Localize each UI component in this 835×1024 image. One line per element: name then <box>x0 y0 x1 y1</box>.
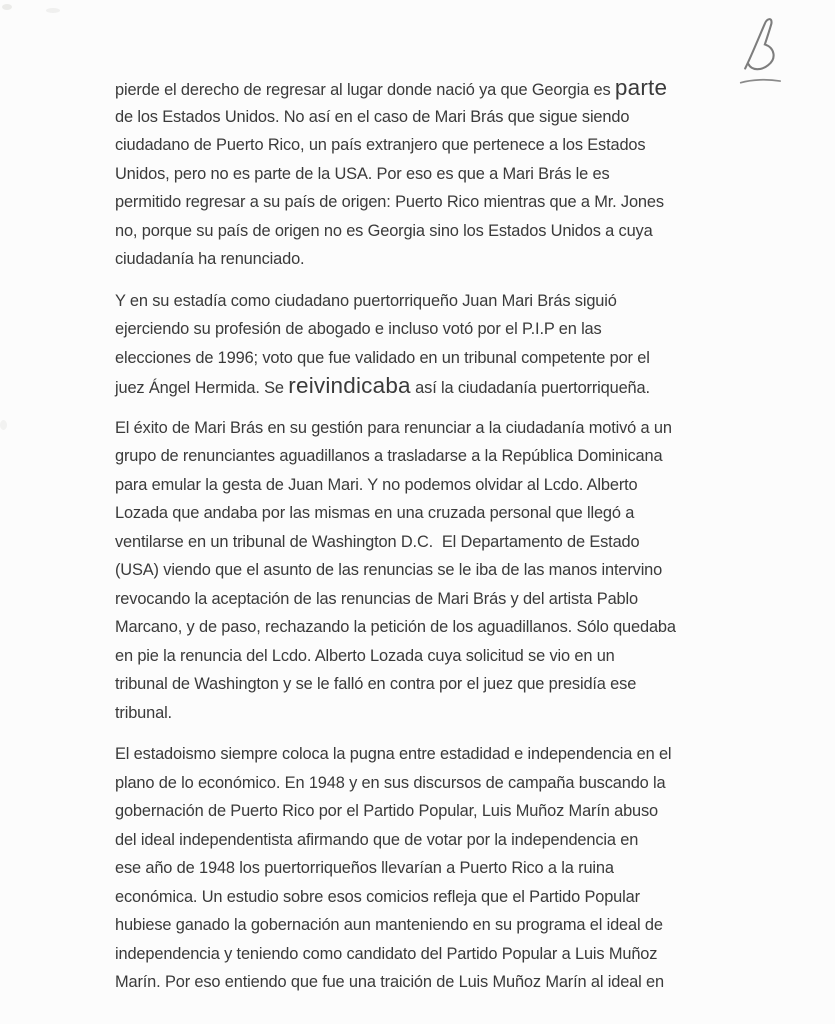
emphasized-word: parte <box>614 75 668 100</box>
text-line <box>115 797 727 826</box>
text-segment: Marín. Por eso entiendo que fue una traición de Luis Muñoz Marín al ideal en <box>115 973 664 991</box>
text-line <box>115 528 727 557</box>
text-segment: económica. Un estudio sobre esos comicios refleja que el Partido Popular <box>115 887 640 906</box>
text-line <box>115 414 727 443</box>
text-segment: grupo de renunciantes aguadillanos a trasladarse a la República Dominicana <box>115 447 663 465</box>
text-segment: no, porque su país de origen no es Georgia sino los Estados Unidos a cuya <box>115 221 653 240</box>
text-line <box>115 585 727 614</box>
pen-stroke-underline <box>741 80 780 83</box>
text-segment: ventilarse en un tribunal de Washington D.C. El Departamento de Estado <box>115 532 640 551</box>
text-segment: Y en su estadía como ciudadano puertorriqueño Juan Mari Brás siguió <box>115 291 617 310</box>
text-line <box>115 883 727 912</box>
text-line <box>115 854 727 883</box>
paragraph-4 <box>115 740 727 997</box>
text-line <box>115 769 727 798</box>
document-body <box>115 74 727 1010</box>
text-segment: gobernación de Puerto Rico por el Partido Popular, Luis Muñoz Marín abuso <box>115 802 659 820</box>
text-segment: hubiese ganado la gobernación aun manteniendo en su programa el ideal de <box>115 916 663 934</box>
text-line <box>115 188 727 217</box>
text-segment: permitido regresar a su país de origen: Puerto Rico mientras que a Mr. Jones <box>115 193 664 211</box>
text-segment: ciudadano de Puerto Rico, un país extranjero que pertenece a los Estados <box>115 136 646 154</box>
text-line <box>115 245 727 274</box>
text-line <box>115 911 727 940</box>
handwritten-page-number <box>735 16 787 98</box>
text-line <box>115 699 727 728</box>
text-line <box>115 826 727 855</box>
text-segment: juez Ángel Hermida. Se <box>115 379 289 397</box>
text-segment: en pie la renuncia del Lcdo. Alberto Lozada cuya solicitud se vio en un <box>115 646 615 665</box>
text-line <box>115 103 727 132</box>
text-line <box>115 131 727 160</box>
text-segment: plano de lo económico. En 1948 y en sus discursos de campaña buscando la <box>115 773 666 792</box>
text-segment: así la ciudadanía puertorriqueña. <box>410 379 650 397</box>
text-segment: del ideal independentista afirmando que de votar por la independencia en <box>115 830 639 849</box>
text-segment: Lozada que andaba por las mismas en una cruzada personal que llegó a <box>115 504 635 522</box>
text-line <box>115 642 727 671</box>
scan-smudge <box>2 4 12 10</box>
text-segment: elecciones de 1996; voto que fue validado en un tribunal competente por el <box>115 348 650 367</box>
scan-smudge <box>46 8 60 13</box>
text-segment: revocando la aceptación de las renuncias de Mari Brás y del artista Pablo <box>115 589 638 608</box>
text-segment: para emular la gesta de Juan Mari. Y no podemos olvidar al Lcdo. Alberto <box>115 475 638 494</box>
text-line <box>115 940 727 969</box>
paragraph-3 <box>115 414 727 728</box>
text-segment: (USA) viendo que el asunto de las renuncias se le iba de las manos intervino <box>115 561 663 579</box>
text-segment: El estadoismo siempre coloca la pugna entre estadidad e independencia en el <box>115 745 672 763</box>
text-segment: Unidos, pero no es parte de la USA. Por eso es que a Mari Brás le es <box>115 164 610 183</box>
text-line <box>115 471 727 500</box>
text-line <box>115 670 727 699</box>
scan-smudge <box>0 420 7 430</box>
text-line <box>115 287 727 316</box>
text-line <box>115 740 727 769</box>
text-line <box>115 556 727 585</box>
text-segment: ejerciendo su profesión de abogado e incluso votó por el P.I.P en las <box>115 320 602 338</box>
text-segment: pierde el derecho de regresar al lugar donde nació ya que Georgia es <box>115 81 615 99</box>
text-line <box>115 344 727 373</box>
text-line <box>115 442 727 471</box>
text-segment: de los Estados Unidos. No así en el caso de Mari Brás que sigue siendo <box>115 107 630 126</box>
text-line <box>115 499 727 528</box>
text-segment: ese año de 1948 los puertorriqueños llevarían a Puerto Rico a la ruina <box>115 859 614 877</box>
text-line <box>115 315 727 344</box>
text-segment: Marcano, y de paso, rechazando la petición de los aguadillanos. Sólo quedaba <box>115 618 676 636</box>
text-line <box>115 217 727 246</box>
text-line <box>115 160 727 189</box>
text-line <box>115 74 727 103</box>
text-line <box>115 613 727 642</box>
text-segment: independencia y teniendo como candidato del Partido Popular a Luis Muñoz <box>115 944 658 963</box>
text-segment: tribunal. <box>115 703 172 722</box>
pen-stroke-numeral <box>745 19 773 69</box>
paragraph-2 <box>115 287 727 401</box>
text-line <box>115 372 727 401</box>
emphasized-word: reivindicaba <box>288 373 411 398</box>
paragraph-1 <box>115 74 727 274</box>
text-segment: El éxito de Mari Brás en su gestión para renunciar a la ciudadanía motivó a un <box>115 418 672 437</box>
text-segment: ciudadanía ha renunciado. <box>115 250 305 268</box>
text-segment: tribunal de Washington y se le falló en contra por el juez que presidía ese <box>115 675 637 693</box>
text-line <box>115 968 727 997</box>
